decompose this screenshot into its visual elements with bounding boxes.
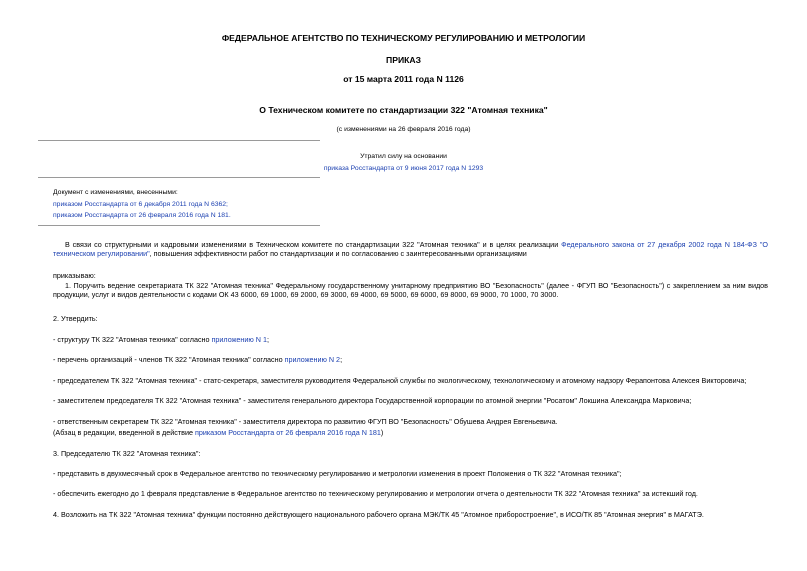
intro-text-b: , повышения эффективности работ по стандартизации и по согласованию с заинтересованными организациями (149, 249, 527, 259)
paragraph-2d: - заместителем председателя ТК 322 "Атомная техника" - заместителя генерального директора Государственной корпорации по атомной энергии "Росатом" Локшина Александра Марковича; (53, 396, 692, 405)
paragraph-2b-end: ; (340, 355, 343, 364)
paragraph-2b-text: - перечень организаций - членов ТК 322 "Атомная техника" согласно (53, 355, 285, 364)
appendix-2-link[interactable]: приложению N 2 (284, 355, 341, 364)
doc-type: ПРИКАЗ (386, 55, 421, 65)
paragraph-2b (53, 355, 342, 364)
paragraph-3a: - представить в двухмесячный срок в Федеральное агентство по техническому регулированию и метрологии изменения в проект Положения о ТК 322 "Атомная техника"; (53, 469, 622, 478)
note-link[interactable]: приказом Росстандарта от 26 февраля 2016 года N 181 (194, 428, 381, 437)
paragraph-1 (53, 281, 768, 300)
divider (38, 177, 320, 178)
note-text-a: (Абзац в редакции, введенной в действие (53, 428, 195, 437)
federal-law-link[interactable]: Федерального закона от 27 декабря 2002 года N 184-ФЗ "О техническом регулировании" (53, 240, 768, 259)
paragraph-2e: - ответственным секретарем ТК 322 "Атомная техника" - заместителя директора по развитию ФГУП ВО "Безопасность" Обушева Андрея Евгеньевича. (53, 417, 558, 426)
paragraph-2a-text: - структуру ТК 322 "Атомная техника" согласно (53, 335, 212, 344)
note-text-b: ) (380, 428, 384, 437)
changes-label: Документ с изменениями, внесенными: (53, 189, 178, 196)
changes-link-1[interactable]: приказом Росстандарта от 6 декабря 2011 года N 6362; (53, 201, 228, 208)
lost-force-link[interactable] (0, 165, 807, 174)
changes-link-2[interactable]: приказом Росстандарта от 26 февраля 2016 года N 181. (53, 212, 231, 219)
intro-text-a: В связи со структурными и кадровыми изменениями в Техническом комитете по стандартизации 322 "Атомная техника" и в целях реализации (65, 240, 562, 249)
intro-paragraph (53, 240, 768, 259)
paragraph-3: 3. Председателю ТК 322 "Атомная техника": (53, 449, 201, 458)
doc-title: О Техническом комитете по стандартизации 322 "Атомная техника" (259, 105, 548, 115)
appendix-1-link[interactable]: приложению N 1 (211, 335, 267, 344)
paragraph-2e-note (53, 428, 383, 437)
paragraph-4: 4. Возложить на ТК 322 "Атомная техника" функции постоянно действующего национального рабочего органа МЭК/ТК 45 "Атомное приборостроение", в ИСО/ТК 85 "Атомная энергия" в МАГАТЭ. (53, 510, 704, 519)
revision-note: (с изменениями на 26 февраля 2016 года) (336, 126, 471, 133)
doc-date: от 15 марта 2011 года N 1126 (343, 74, 464, 84)
order-word: приказываю: (53, 271, 96, 280)
agency-title: ФЕДЕРАЛЬНОЕ АГЕНТСТВО ПО ТЕХНИЧЕСКОМУ РЕГУЛИРОВАНИЮ И МЕТРОЛОГИИ (221, 33, 586, 43)
paragraph-2a (53, 335, 269, 344)
paragraph-2c: - председателем ТК 322 "Атомная техника" - статс-секретаря, заместителя руководителя Федеральной службы по экологическому, технологическому и атомному надзору Ферапонтова Алексея Викторовича; (53, 376, 747, 385)
lost-force-link-text[interactable]: приказа Росстандарта от 9 июня 2017 года N 1293 (323, 165, 484, 172)
paragraph-1-text: 1. Поручить ведение секретариата ТК 322 "Атомная техника" Федеральному государственному унитарному предприятию ВО "Безопасность" (далее - ФГУП ВО "Безопасность") с закреплением за ним видов продукции, услуг и видов деятельности с кодами ОК 43 6000, 69 1000, 69 2000, 69 3000, 69 4000, 69 5000, 69 6000, 69 8000, 69 9000, 70 1000, 70 3000. (53, 281, 768, 300)
paragraph-2a-end: ; (267, 335, 269, 344)
lost-force-text: Утратил силу на основании (360, 153, 447, 160)
divider (38, 140, 320, 141)
paragraph-2: 2. Утвердить: (53, 314, 98, 323)
paragraph-3b: - обеспечить ежегодно до 1 февраля представление в Федеральное агентство по техническому регулированию и метрологии отчета о деятельности ТК 322 "Атомная техника" за истекший год. (53, 489, 698, 498)
divider (38, 225, 320, 226)
